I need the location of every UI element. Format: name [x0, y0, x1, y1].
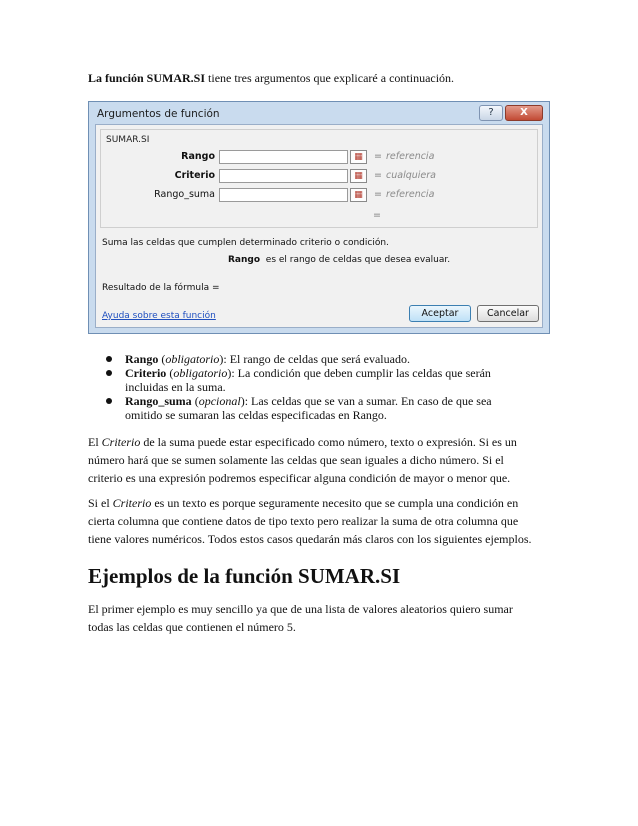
rango-input[interactable] [219, 150, 348, 164]
rango-suma-input[interactable] [219, 188, 348, 202]
bullet-icon [106, 398, 112, 404]
arg-eq-rango: = [374, 151, 382, 162]
argument-description [228, 255, 450, 265]
arg-value-criterio: cualquiera [386, 170, 436, 181]
arg-label-rango: Rango [181, 151, 215, 162]
dialog-body [95, 124, 543, 328]
list-item-text: : El rango de celdas que será evaluado. [223, 352, 410, 366]
function-name: SUMAR.SI [106, 135, 150, 145]
paragraph-ejemplo: El primer ejemplo es muy sencillo ya que de una lista de valores aleatorios quiero sumar todas las celdas que contienen el número 5. [88, 602, 513, 634]
list-item-name: Criterio [125, 366, 167, 380]
intro-text: tiene tres argumentos que explicaré a continuación. [205, 71, 455, 85]
close-button[interactable]: X [505, 105, 543, 121]
list-item-tag: obligatorio [165, 352, 220, 366]
list-item-name: Rango [125, 352, 159, 366]
bullet-icon [106, 370, 112, 376]
rango-suma-collapse-icon[interactable]: ▦ [350, 188, 367, 202]
list-item-text: : La condición que deben cumplir las celdas que serán incluidas en la suma. [125, 366, 491, 394]
para2-post: es un texto es porque seguramente necesito que se cumpla una condición en cierta columna que contiene datos de tipo texto pero realizar la suma de otra columna que tiene valores numéricos. Todos estos casos quedarán más claros con los siguientes ejemplos. [88, 496, 532, 546]
dialog-title-buttons [477, 105, 543, 121]
paragraph-criterio [88, 433, 540, 487]
para1-em: Criterio [101, 435, 141, 449]
arg-eq-rango-suma: = [374, 189, 382, 200]
arg-label-rango-suma: Rango_suma [154, 189, 215, 200]
arg-value-rango: referencia [386, 151, 435, 162]
accept-button[interactable]: Aceptar [409, 305, 471, 322]
argument-list [104, 352, 524, 422]
list-item: Rango_suma (opcional): Las celdas que se van a sumar. En caso de que sea omitido se sumaran las celdas especificadas en Rango. [104, 394, 524, 422]
list-item: Rango (obligatorio): El rango de celdas que será evaluado. [104, 352, 524, 366]
criterio-input[interactable] [219, 169, 348, 183]
function-fieldset [100, 129, 538, 228]
section-heading: Ejemplos de la función SUMAR.SI [88, 564, 401, 588]
arg-eq-criterio: = [374, 170, 382, 181]
bullet-icon [106, 356, 112, 362]
argument-description-name: Rango [228, 255, 261, 265]
cancel-button[interactable]: Cancelar [477, 305, 539, 322]
list-item-tag: opcional [198, 394, 241, 408]
intro-paragraph [88, 70, 568, 86]
list-item-text: : Las celdas que se van a sumar. En caso de que sea omitido se sumaran las celdas especificadas en Rango. [125, 394, 492, 422]
para1-pre: El [88, 435, 102, 449]
function-arguments-dialog [88, 101, 550, 334]
para2-pre: Si el [88, 496, 113, 510]
result-eq: = [373, 210, 381, 221]
help-button[interactable]: ? [479, 105, 503, 121]
para1-post: de la suma puede estar especificado como número, texto o expresión. Si es un número hará que se sumen solamente las celdas que sean iguales a dicho número. Si el criterio es una expresión podremos especificar alguna condición de mayor o menor que. [88, 435, 517, 485]
argument-description-text: es el rango de celdas que desea evaluar. [265, 255, 451, 265]
arg-value-rango-suma: referencia [386, 189, 435, 200]
paragraph-texto [88, 494, 540, 548]
list-item: Criterio (obligatorio): La condición que deben cumplir las celdas que serán incluidas en la suma. [104, 366, 524, 394]
intro-bold: La función SUMAR.SI [88, 71, 206, 85]
rango-collapse-icon[interactable]: ▦ [350, 150, 367, 164]
criterio-collapse-icon[interactable]: ▦ [350, 169, 367, 183]
function-description: Suma las celdas que cumplen determinado criterio o condición. [102, 238, 389, 248]
formula-result-label: Resultado de la fórmula = [102, 283, 220, 293]
list-item-name: Rango_suma [125, 394, 192, 408]
list-item-tag: obligatorio [173, 366, 228, 380]
arg-label-criterio: Criterio [174, 170, 215, 181]
dialog-title: Argumentos de función [97, 108, 220, 120]
help-link[interactable]: Ayuda sobre esta función [102, 311, 216, 321]
para2-em: Criterio [112, 496, 152, 510]
